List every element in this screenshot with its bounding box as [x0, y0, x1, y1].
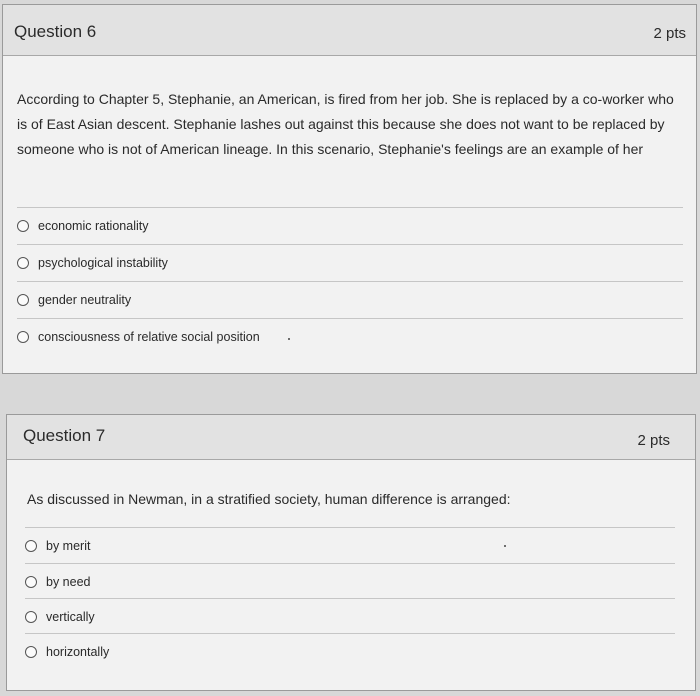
option-label: by merit: [46, 539, 91, 553]
question-6-option-consciousness-of-relative-social-position[interactable]: [17, 318, 683, 355]
cursor-mark: [504, 545, 506, 547]
question-7-option-vertically[interactable]: [25, 598, 675, 635]
cursor-mark: [288, 338, 290, 340]
option-label: consciousness of relative social position: [38, 330, 260, 344]
radio-button[interactable]: [25, 611, 37, 623]
option-label: vertically: [46, 610, 95, 624]
question-7-header: [7, 415, 695, 460]
option-label: horizontally: [46, 645, 110, 659]
question-7-title: Question 7: [23, 426, 106, 445]
question-6-option-gender-neutrality[interactable]: [17, 281, 683, 318]
question-6-text: According to Chapter 5, Stephanie, an American, is fired from her job. She is replaced by a co-worker who is of East Asian descent. Stephanie lashes out against this because she does not want to be replaced by someone who is not of American lineage. In this scenario, Stephanie's feelings are an example of her: [17, 91, 674, 157]
radio-button[interactable]: [25, 646, 37, 658]
radio-button[interactable]: [17, 294, 29, 306]
question-6-header: [3, 5, 696, 56]
radio-button[interactable]: [25, 576, 37, 588]
question-7-card: [6, 414, 696, 691]
question-7-points: 2 pts: [637, 432, 670, 449]
question-7-option-by-need[interactable]: [25, 563, 675, 600]
question-6-option-psychological-instability[interactable]: [17, 244, 683, 281]
radio-button[interactable]: [17, 257, 29, 269]
radio-button[interactable]: [25, 540, 37, 552]
question-6-title: Question 6: [14, 22, 97, 41]
radio-button[interactable]: [17, 331, 29, 343]
question-6-card: [2, 4, 697, 374]
question-7-text: As discussed in Newman, in a stratified society, human difference is arranged:: [27, 491, 511, 507]
option-label: psychological instability: [38, 256, 168, 270]
question-7-option-by-merit[interactable]: [25, 527, 675, 564]
question-6-option-economic-rationality[interactable]: [17, 207, 683, 244]
question-7-option-horizontally[interactable]: [25, 633, 675, 670]
option-label: economic rationality: [38, 219, 149, 233]
option-label: by need: [46, 575, 91, 589]
option-label: gender neutrality: [38, 293, 132, 307]
question-6-points: 2 pts: [653, 25, 686, 42]
radio-button[interactable]: [17, 220, 29, 232]
